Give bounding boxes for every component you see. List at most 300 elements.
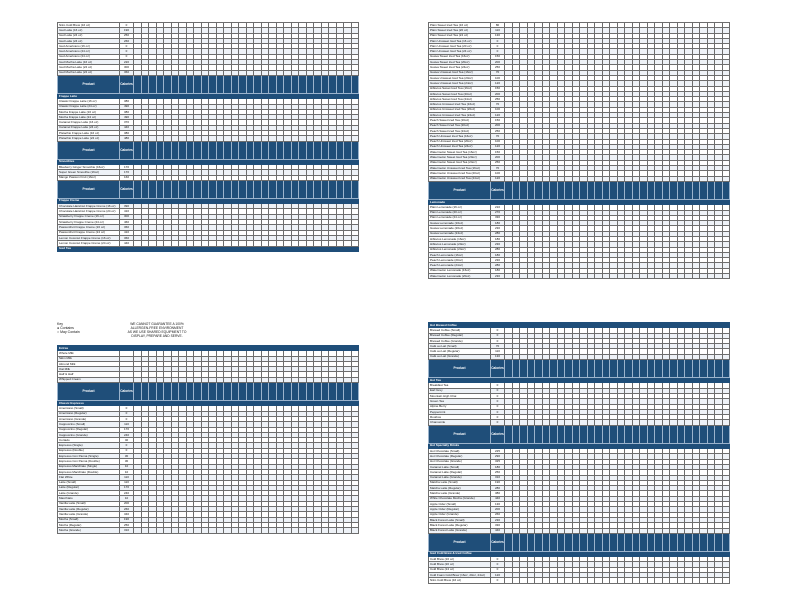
- product-name: Guava Unsweet Iced Tea (24oz): [429, 81, 491, 86]
- column-header: [647, 425, 655, 443]
- column-header: [632, 360, 640, 378]
- product-name: Chamomile: [429, 420, 491, 425]
- calories-value: 200: [491, 155, 505, 160]
- calories-value: 280: [491, 263, 505, 268]
- product-name: Iced Latte (24 oz): [58, 38, 120, 43]
- column-header: [565, 181, 573, 199]
- column-header: [134, 75, 142, 93]
- column-header: [284, 180, 292, 198]
- column-header: [314, 180, 322, 198]
- product-column-header: Product: [58, 180, 120, 198]
- column-header: [715, 533, 723, 551]
- product-name: Vanilla Latte (Small): [58, 501, 120, 506]
- grid-cell: [269, 528, 277, 533]
- calories-value: 180: [491, 268, 505, 273]
- column-header: [662, 533, 670, 551]
- calories-value: 30: [120, 459, 134, 464]
- column-header: [587, 533, 595, 551]
- product-name: Super Green Smoothie (16oz): [58, 170, 120, 175]
- column-header: [542, 533, 550, 551]
- product-name: Hot Chocolate (Small): [429, 449, 491, 454]
- grid-cell: [647, 274, 655, 279]
- column-header: [602, 533, 610, 551]
- calories-value: 440: [491, 528, 505, 533]
- column-header: [505, 533, 513, 551]
- product-name: Cappuccino (Regular): [58, 427, 120, 432]
- product-name: Plain Lemonade (20 oz): [429, 210, 491, 215]
- column-header: [224, 180, 232, 198]
- product-name: Espresso Macchiato (Double): [58, 469, 120, 474]
- calories-value: 170: [120, 170, 134, 175]
- product-name: Americano (Regular): [58, 411, 120, 416]
- product-name: Apple Cider (Grande): [429, 512, 491, 517]
- column-header: [156, 75, 164, 93]
- product-name: Pistachio Frappe Latte (24 oz): [58, 136, 120, 141]
- grid-cell: [632, 274, 640, 279]
- column-header: [595, 360, 603, 378]
- calories-value: 180: [491, 464, 505, 469]
- column-header: [329, 180, 337, 198]
- product-name: Guava Unsweet Iced Tea (20oz): [429, 75, 491, 80]
- column-header: [625, 181, 633, 199]
- column-header: [527, 181, 535, 199]
- nutrition-table: [57, 345, 359, 534]
- section-header: [58, 246, 359, 251]
- product-name: Caramel Frappe Latte (24 oz): [58, 125, 120, 130]
- calories-value: 130: [491, 502, 505, 507]
- calories-value: 0: [120, 411, 134, 416]
- product-name: Mocha Frappe Latte (16 oz): [58, 109, 120, 114]
- product-name: Plain Sweet Iced Tea (20 oz): [429, 28, 491, 33]
- grid-cell: [677, 578, 685, 583]
- product-name: Peach Lemonade (16oz): [429, 252, 491, 257]
- column-header: [171, 383, 179, 401]
- column-header: [505, 425, 513, 443]
- column-header: [595, 533, 603, 551]
- calories-value: 490: [120, 104, 134, 109]
- product-name: Mocha (Grande): [58, 528, 120, 533]
- product-column-header: Product: [429, 533, 491, 551]
- column-header-row: [429, 360, 730, 378]
- product-name: Vanilla Latte (Grande): [58, 512, 120, 517]
- panel-bottom-right: [428, 322, 730, 584]
- column-header: [276, 383, 284, 401]
- column-header: [557, 181, 565, 199]
- column-header: [662, 425, 670, 443]
- column-header: [299, 141, 307, 159]
- grid-cell: [655, 578, 663, 583]
- column-header: [246, 383, 254, 401]
- grid-cell: [209, 528, 217, 533]
- product-name: Watermelon Lemonade (16oz): [429, 268, 491, 273]
- column-header: [164, 75, 172, 93]
- column-header: [512, 360, 520, 378]
- product-name: Guava Lemonade (16oz): [429, 221, 491, 226]
- column-header: [351, 75, 359, 93]
- grid-cell: [179, 528, 187, 533]
- calories-value: 10: [120, 469, 134, 474]
- column-header: [351, 141, 359, 159]
- product-name: Guava Sweet Iced Tea (16oz): [429, 54, 491, 59]
- section-title: Extras: [58, 346, 359, 351]
- column-header: [580, 425, 588, 443]
- column-header: [141, 75, 149, 93]
- calories-value: 230: [491, 274, 505, 279]
- product-name: Mango Passion Fruit (16oz): [58, 175, 120, 180]
- calories-value: 225: [491, 449, 505, 454]
- product-name: Vanilla Latte (Regular): [58, 507, 120, 512]
- column-header: [655, 533, 663, 551]
- grid-cell: [670, 578, 678, 583]
- product-name: Whipped Cream: [58, 377, 120, 382]
- grid-cell: [276, 528, 284, 533]
- product-column-header: Product: [429, 181, 491, 199]
- product-name: Peach Unsweet Iced Tea (24oz): [429, 144, 491, 149]
- calories-value: 200: [491, 507, 505, 512]
- column-header: [194, 75, 202, 93]
- column-header: [505, 360, 513, 378]
- grid-cell: [550, 274, 558, 279]
- calories-value: 200: [120, 501, 134, 506]
- product-name: Macchiato: [58, 496, 120, 501]
- section-title: Hot Brewed Coffee: [429, 323, 730, 328]
- product-name: Guava Sweet Iced Tea (24oz): [429, 65, 491, 70]
- product-name: Black Forest Latte (Grande): [429, 528, 491, 533]
- calories-value: 0: [120, 416, 134, 421]
- product-name: Matcha Latte (Small): [429, 480, 491, 485]
- column-header: [149, 75, 157, 93]
- product-name: Matcha Latte (Regular): [429, 486, 491, 491]
- column-header: [700, 425, 708, 443]
- grid-cell: [194, 528, 202, 533]
- column-header: [209, 180, 217, 198]
- column-header: [640, 533, 648, 551]
- grid-cell: [640, 578, 648, 583]
- column-header: [171, 75, 179, 93]
- column-header: [186, 75, 194, 93]
- grid-cell: [314, 528, 322, 533]
- column-header: [344, 180, 352, 198]
- column-header: [700, 181, 708, 199]
- column-header: [505, 181, 513, 199]
- column-header: [314, 141, 322, 159]
- column-header: [640, 360, 648, 378]
- product-name: Black Forest Latte (Regular): [429, 523, 491, 528]
- calories-value: 160: [120, 175, 134, 180]
- column-header: [164, 141, 172, 159]
- product-name: Plain Unsweet Iced Tea (24 oz): [429, 49, 491, 54]
- column-header: [617, 425, 625, 443]
- column-header: [224, 383, 232, 401]
- calories-value: 230: [491, 226, 505, 231]
- column-header: [209, 383, 217, 401]
- column-header: [677, 425, 685, 443]
- product-name: Cappuccino (Small): [58, 422, 120, 427]
- nutrition-table: [428, 322, 730, 584]
- column-header: [171, 180, 179, 198]
- column-header-row: [58, 180, 359, 198]
- grid-cell: [344, 528, 352, 533]
- column-header: [557, 360, 565, 378]
- column-header: [640, 425, 648, 443]
- column-header: [336, 141, 344, 159]
- calories-value: 70: [491, 344, 505, 349]
- calories-value: 360: [120, 235, 134, 240]
- calories-value: 250: [120, 522, 134, 527]
- column-header: [254, 383, 262, 401]
- product-name: Espresso Con Panna (Single): [58, 454, 120, 459]
- section-title: Classic Espresso: [58, 401, 359, 406]
- grid-cell: [587, 274, 595, 279]
- column-header: [520, 425, 528, 443]
- product-name: Café au Lait (Grande): [429, 354, 491, 359]
- column-header: [194, 383, 202, 401]
- product-name: Peach Lemonade (20oz): [429, 258, 491, 263]
- grid-cell: [662, 274, 670, 279]
- calories-value: 110: [120, 475, 134, 480]
- grid-cell: [632, 578, 640, 583]
- product-name: Iced Mocha Latte (24 oz): [58, 65, 120, 70]
- column-header-row: [58, 383, 359, 401]
- grid-cell: [610, 274, 618, 279]
- grid-cell: [156, 528, 164, 533]
- column-header: [306, 141, 314, 159]
- calories-value: 180: [491, 221, 505, 226]
- grid-cell: [707, 274, 715, 279]
- column-header: [246, 75, 254, 93]
- section-title: Frappe Creme: [58, 198, 359, 203]
- calories-value: 370: [120, 120, 134, 125]
- grid-cell: [512, 274, 520, 279]
- grid-cell: [246, 528, 254, 533]
- column-header: [149, 141, 157, 159]
- grid-cell: [141, 528, 149, 533]
- section-title: Hot Specialty Drinks: [429, 443, 730, 448]
- product-name: Mocha (Regular): [58, 522, 120, 527]
- column-header: [344, 383, 352, 401]
- column-header: [336, 180, 344, 198]
- product-name: Brewed Coffee (Grande): [429, 338, 491, 343]
- product-name: Caramel Latte (Regular): [429, 470, 491, 475]
- grid-cell: [662, 578, 670, 583]
- product-name: Plain Sweet Iced Tea (16 oz): [429, 23, 491, 28]
- column-header: [239, 383, 247, 401]
- column-header: [291, 141, 299, 159]
- calories-value: 190: [120, 517, 134, 522]
- nutrition-table: [57, 22, 359, 252]
- product-name: Black Forest Latte (Small): [429, 517, 491, 522]
- calories-value: 70: [491, 102, 505, 107]
- column-header: [276, 75, 284, 93]
- column-header: [186, 180, 194, 198]
- grid-cell: [685, 274, 693, 279]
- column-header: [299, 75, 307, 93]
- grid-cell: [336, 528, 344, 533]
- grid-cell: [299, 528, 307, 533]
- product-name: Watermelon Sweet Iced Tea (24oz): [429, 160, 491, 165]
- column-header: [692, 181, 700, 199]
- calories-value: 220: [120, 60, 134, 65]
- column-header: [269, 75, 277, 93]
- product-name: Brewed Coffee (Regular): [429, 333, 491, 338]
- product-name: Americano (Grande): [58, 416, 120, 421]
- product-name: Iced Mocha Latte (16 oz): [58, 60, 120, 65]
- product-name: Breakfast Tea: [429, 383, 491, 388]
- product-name: Caramel Frappe Latte (16 oz): [58, 120, 120, 125]
- calories-value: 0: [120, 49, 134, 54]
- column-header: [535, 360, 543, 378]
- product-name: Plain Lemonade (16 oz): [429, 205, 491, 210]
- grid-cell: [602, 274, 610, 279]
- section-title: Frappe Latte: [58, 93, 359, 98]
- calories-value: 0: [491, 567, 505, 572]
- product-name: Strawberry Frappe Creme (16 oz): [58, 214, 120, 219]
- calories-value: 0: [120, 44, 134, 49]
- column-header: [216, 75, 224, 93]
- grid-cell: [677, 274, 685, 279]
- product-name: Nitro Cold Brew (16 oz): [58, 23, 120, 28]
- calories-value: 130: [491, 33, 505, 38]
- column-header: [707, 181, 715, 199]
- product-name: Café au Lait (Small): [429, 344, 491, 349]
- grid-cell: [535, 274, 543, 279]
- column-header: [550, 533, 558, 551]
- product-name: Whole Milk: [58, 351, 120, 356]
- calories-value: 250: [491, 470, 505, 475]
- column-header: [617, 181, 625, 199]
- column-header: [141, 180, 149, 198]
- grid-cell: [306, 528, 314, 533]
- allergen-notice: WE CANNOT GUARANTEE A 100% ALLERGEN-FREE ENVIRONMENT AS WE USE SHARED EQUIPMENT TO DISPLAY, PREPARE AND SERVE.: [127, 322, 187, 338]
- product-name: Flat White: [58, 475, 120, 480]
- column-header: [231, 383, 239, 401]
- column-header: [550, 181, 558, 199]
- product-name: Oat Milk: [58, 367, 120, 372]
- column-header: [329, 383, 337, 401]
- product-column-header: Product: [58, 141, 120, 159]
- calories-value: 260: [120, 38, 134, 43]
- grid-cell: [580, 578, 588, 583]
- column-header: [246, 141, 254, 159]
- column-header: [141, 383, 149, 401]
- product-name: Latte (Grande): [58, 491, 120, 496]
- calories-value: 190: [120, 28, 134, 33]
- column-header: [707, 360, 715, 378]
- column-header: [254, 75, 262, 93]
- calories-value: 100: [491, 107, 505, 112]
- column-header: [284, 141, 292, 159]
- column-header: [610, 533, 618, 551]
- column-header: [351, 180, 359, 198]
- grid-cell: [291, 528, 299, 533]
- grid-cell: [149, 528, 157, 533]
- calories-value: 270: [491, 210, 505, 215]
- calories-value: 0: [491, 562, 505, 567]
- calories-value: 0: [491, 333, 505, 338]
- grid-cell: [670, 274, 678, 279]
- grid-cell: [715, 578, 723, 583]
- column-header: [231, 180, 239, 198]
- column-header: [580, 533, 588, 551]
- column-header: [587, 360, 595, 378]
- grid-cell: [216, 528, 224, 533]
- section-title: Smoothies: [58, 159, 359, 164]
- column-header: [670, 533, 678, 551]
- column-header: [655, 181, 663, 199]
- product-name: Guava Sweet Iced Tea (20oz): [429, 60, 491, 65]
- column-header: [602, 425, 610, 443]
- calories-value: 0: [491, 328, 505, 333]
- product-column-header: Product: [58, 383, 120, 401]
- calories-value: 250: [491, 97, 505, 102]
- grid-cell: [535, 578, 543, 583]
- column-header: [535, 181, 543, 199]
- legend-contains: ● Contains: [57, 326, 74, 331]
- product-name: Guava Unsweet Iced Tea (16oz): [429, 70, 491, 75]
- column-header: [685, 360, 693, 378]
- product-name: Apple Cider (Regular): [429, 507, 491, 512]
- product-name: Passionfruit Frappe Creme (16 oz): [58, 225, 120, 230]
- section-title: Iced Tea: [58, 246, 359, 251]
- grid-cell: [685, 578, 693, 583]
- column-header: [670, 360, 678, 378]
- column-header: [336, 383, 344, 401]
- product-name: Espresso (Double): [58, 448, 120, 453]
- grid-cell: [171, 528, 179, 533]
- calories-value: 410: [120, 209, 134, 214]
- calories-column-header: Calories: [491, 533, 505, 551]
- column-header: [261, 180, 269, 198]
- grid-cell: [164, 528, 172, 533]
- calories-value: 230: [491, 242, 505, 247]
- grid-cell: [321, 528, 329, 533]
- column-header: [179, 383, 187, 401]
- product-name: Earl Grey: [429, 388, 491, 393]
- column-header: [179, 75, 187, 93]
- product-name: Almond Milk: [58, 361, 120, 366]
- grid-cell: [625, 578, 633, 583]
- column-header: [520, 533, 528, 551]
- grid-cell: [640, 274, 648, 279]
- product-name: Cold Brew (24 oz): [429, 567, 491, 572]
- grid-cell: [351, 528, 359, 533]
- grid-cell: [134, 528, 142, 533]
- product-name: Classic Frappe Latte (16 oz): [58, 99, 120, 104]
- column-header: [715, 425, 723, 443]
- calories-value: 240: [120, 491, 134, 496]
- calories-column-header: Calories: [491, 360, 505, 378]
- column-header: [314, 383, 322, 401]
- grid-cell: [617, 578, 625, 583]
- calories-value: 280: [491, 231, 505, 236]
- calories-value: 40: [120, 438, 134, 443]
- column-header: [542, 181, 550, 199]
- grid-cell: [550, 578, 558, 583]
- calories-value: 100: [491, 171, 505, 176]
- column-header: [291, 180, 299, 198]
- calories-column-header: Calories: [491, 181, 505, 199]
- grid-cell: [527, 578, 535, 583]
- product-name: Passionfruit Frappe Creme (24 oz): [58, 230, 120, 235]
- column-header: [677, 533, 685, 551]
- grid-cell: [595, 578, 603, 583]
- calories-value: 360: [120, 70, 134, 75]
- calories-value: 0: [491, 44, 505, 49]
- column-header: [565, 533, 573, 551]
- product-name: Peach Unsweet Iced Tea (20oz): [429, 139, 491, 144]
- product-name: Watermelon Unsweet Iced Tea (24oz): [429, 176, 491, 181]
- column-header: [587, 181, 595, 199]
